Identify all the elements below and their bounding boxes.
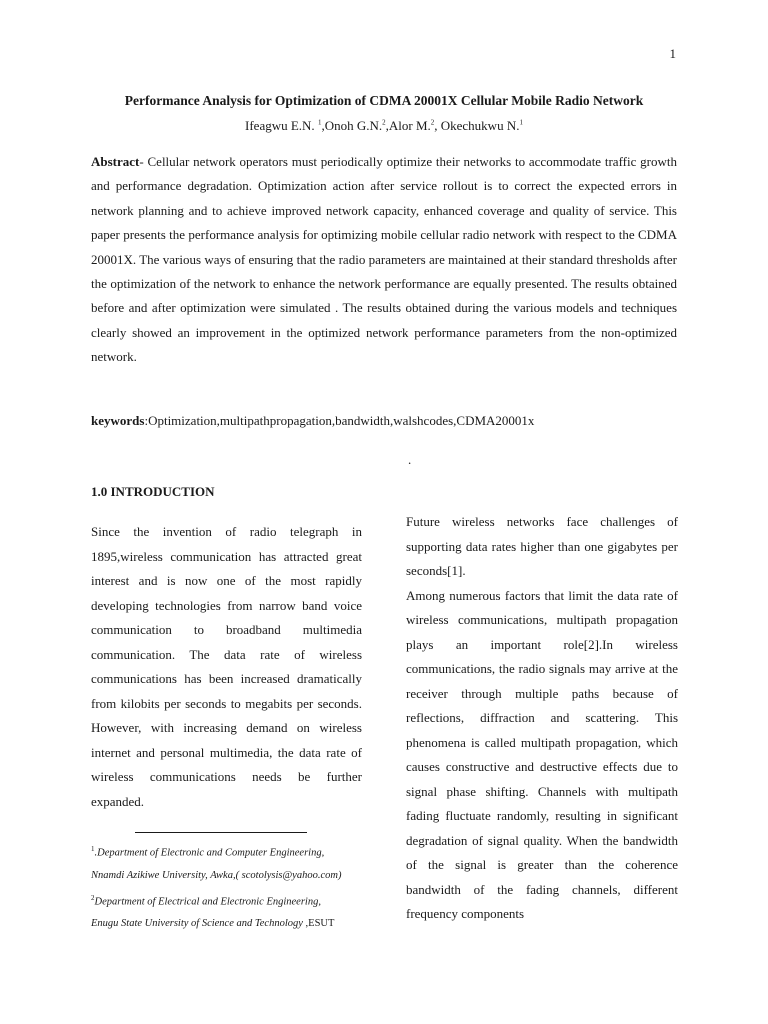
author-affiliation-mark: 1 (519, 118, 523, 127)
author-affiliation-mark: 2 (382, 118, 386, 127)
author-affiliation-mark: 2 (430, 118, 435, 127)
author-affiliation-mark: 1 (317, 118, 322, 127)
footnote-divider (135, 832, 307, 833)
footnote-1-line-2 (91, 865, 371, 887)
author-name: ,Onoh G.N. (321, 118, 383, 133)
footnote-mark: 2 (91, 893, 95, 902)
introduction-right-column (406, 510, 678, 927)
paragraph: Future wireless networks face challenges of supporting data rates higher than one gigabytes per seconds[1]. (406, 514, 678, 578)
footnote-text: Nnamdi Azikiwe University, Awka,( scotolysis@yahoo.com) (91, 869, 342, 881)
author-name: Ifeagwu E.N. (245, 118, 318, 133)
footnote-2-line-2 (91, 913, 371, 935)
footnote-mark: 1 (91, 845, 95, 853)
section-heading-introduction: 1.0 INTRODUCTION (91, 484, 215, 499)
keywords (91, 409, 677, 433)
keywords-text: :Optimization,multipathpropagation,bandwidth,walshcodes,CDMA20001x (144, 413, 535, 428)
abstract (91, 150, 677, 370)
footnote-text: .Department of Electronic and Computer Engineering, (94, 847, 325, 859)
keywords-label: keywords (91, 413, 145, 428)
footnote-1-line-1 (91, 838, 371, 865)
abstract-text: - Cellular network operators must periodically optimize their networks to accommodate traffic growth and performance degradation. Optimization action after service rollout is to correct the expected errors in network planning and to achieve improved network capacity, enhanced coverage and quality of service. This paper presents the performance analysis for optimizing mobile cellular radio network with respect to the CDMA 20001X. The various ways of ensuring that the radio parameters are maintained at their standard thresholds after the optimization of the network to enhance the network performance are equally presented. The results obtained before and after optimization were simulated . The results obtained during the various models and techniques clearly showed an improvement in the optimized network performance parameters from the non-optimized network. (91, 154, 677, 365)
footnote-text: Department of Electrical and Electronic Engineering, (94, 896, 321, 907)
author-list (0, 118, 768, 134)
page-number: 1 (669, 46, 676, 61)
author-name: ,Alor M. (385, 118, 431, 133)
footnote-2-line-1 (91, 887, 371, 914)
author-name: , Okechukwu N. (434, 118, 520, 133)
introduction-left-column: Since the invention of radio telegraph in 1895,wireless communication has attracted great interest and is now one of the most rapidly developing technologies from narrow band voice communication to broadband multimedia communication. The data rate of wireless communications has been increased dramatically from kilobits per seconds to megabits per seconds. However, with increasing demand on wireless internet and personal multimedia, the data rate of wireless communications needs be further expanded. (91, 524, 362, 809)
paragraph: Among numerous factors that limit the data rate of wireless communications, multipath propagation plays an important role[2].In wireless communications, the radio signals may arrive at the receiver through multiple paths because of reflections, diffraction and scattering. This phenomena is called multipath propagation, which causes constructive and destructive effects due to signal phase shifting. Channels with multipath fading fluctuate randomly, resulting in significant degradation of signal quality. When the bandwidth of the signal is greater than the coherence bandwidth of the fading channels, different frequency components (406, 587, 678, 921)
footnotes (91, 838, 371, 935)
stray-dot: . (408, 452, 412, 467)
footnote-text: Enugu State University of Science and Technology (91, 918, 306, 929)
abstract-label: Abstract (91, 154, 140, 169)
paper-title: Performance Analysis for Optimization of CDMA 20001X Cellular Mobile Radio Network (124, 93, 644, 108)
footnote-text-tail: ,ESUT (305, 918, 335, 929)
